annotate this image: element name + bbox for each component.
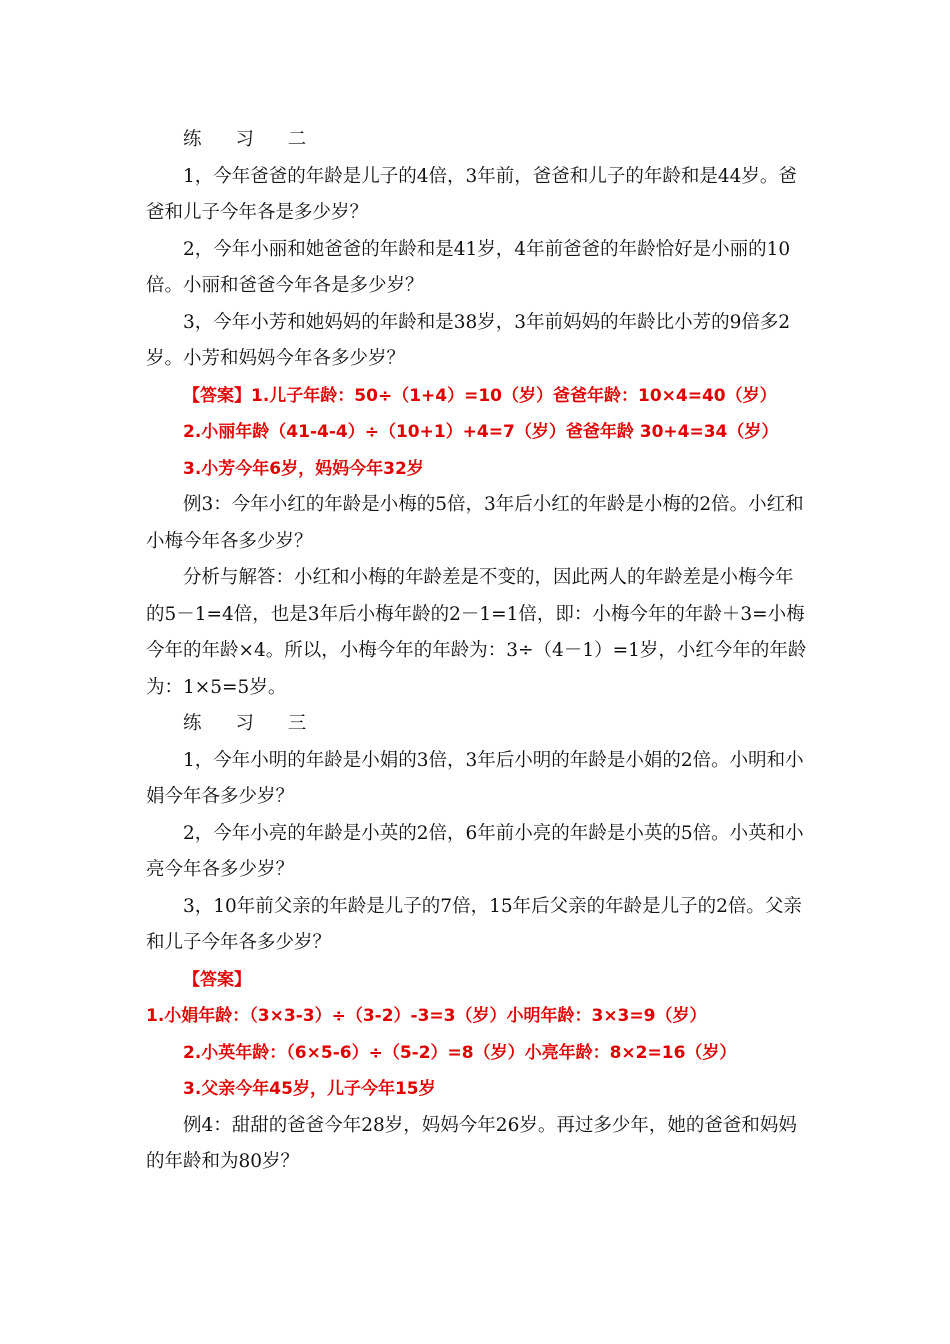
practice-3-question-1: 1，今年小明的年龄是小娟的3倍，3年后小明的年龄是小娟的2倍。小明和小娟今年各多少岁？ (146, 749, 804, 807)
section-heading-practice-3: 练 习 三 (183, 713, 321, 734)
practice-2-question-1: 1，今年爸爸的年龄是儿子的4倍，3年前，爸爸和儿子的年龄和是44岁。爸爸和儿子今年各是多少岁？ (146, 165, 797, 223)
practice-3-answer-1 (146, 962, 810, 1035)
practice-3-question-3: 3，10年前父亲的年龄是儿子的7倍，15年后父亲的年龄是儿子的2倍。父亲和儿子今年各多少岁？ (146, 895, 802, 953)
example-3-analysis: 分析与解答：小红和小梅的年龄差是不变的，因此两人的年龄差是小梅今年的5－1=4倍，也是3年后小梅年龄的2－1=1倍，即：小梅今年的年龄＋3=小梅今年的年龄×4。所以，小梅今年的年龄为：3÷（4－1）=1岁，小红今年的年龄为：1×5=5岁。 (146, 567, 807, 698)
practice-2-answer-1 (146, 378, 810, 415)
practice-2-answer-2: 2.小丽年龄（41-4-4）÷（10+1）+4=7（岁）爸爸年龄 30+4=34（岁） (183, 422, 779, 442)
answer-text: 1.小娟年龄：（3×3-3）÷（3-2）-3=3（岁）小明年龄：3×3=9（岁） (146, 1006, 707, 1026)
practice-3-answer-3: 3.父亲今年45岁，儿子今年15岁 (183, 1079, 436, 1099)
answer-text: 1.儿子年龄：50÷（1+4）=10（岁）爸爸年龄：10×4=40（岁） (251, 385, 777, 406)
answer-tag: 【答案】 (183, 969, 251, 990)
practice-3-answer-2: 2.小英年龄：（6×5-6）÷（5-2）=8（岁）小亮年龄：8×2=16（岁） (183, 1042, 737, 1063)
example-3-question: 例3：今年小红的年龄是小梅的5倍，3年后小红的年龄是小梅的2倍。小红和小梅今年各多少岁？ (146, 494, 804, 552)
practice-2-question-2: 2，今年小丽和她爸爸的年龄和是41岁，4年前爸爸的年龄恰好是小丽的10倍。小丽和爸爸今年各是多少岁？ (146, 238, 791, 296)
document-page (146, 122, 810, 1181)
practice-2-question-3: 3，今年小芳和她妈妈的年龄和是38岁，3年前妈妈的年龄比小芳的9倍多2岁。小芳和妈妈今年各多少岁？ (146, 311, 791, 369)
answer-tag: 【答案】 (183, 385, 251, 406)
example-4-question: 例4：甜甜的爸爸今年28岁，妈妈今年26岁。再过多少年，她的爸爸和妈妈的年龄和为80岁？ (146, 1114, 797, 1172)
practice-3-question-2: 2，今年小亮的年龄是小英的2倍，6年前小亮的年龄是小英的5倍。小英和小亮今年各多少岁？ (146, 822, 804, 880)
practice-2-answer-3: 3.小芳今年6岁，妈妈今年32岁 (183, 458, 424, 479)
section-heading-practice-2: 练 习 二 (183, 129, 321, 150)
